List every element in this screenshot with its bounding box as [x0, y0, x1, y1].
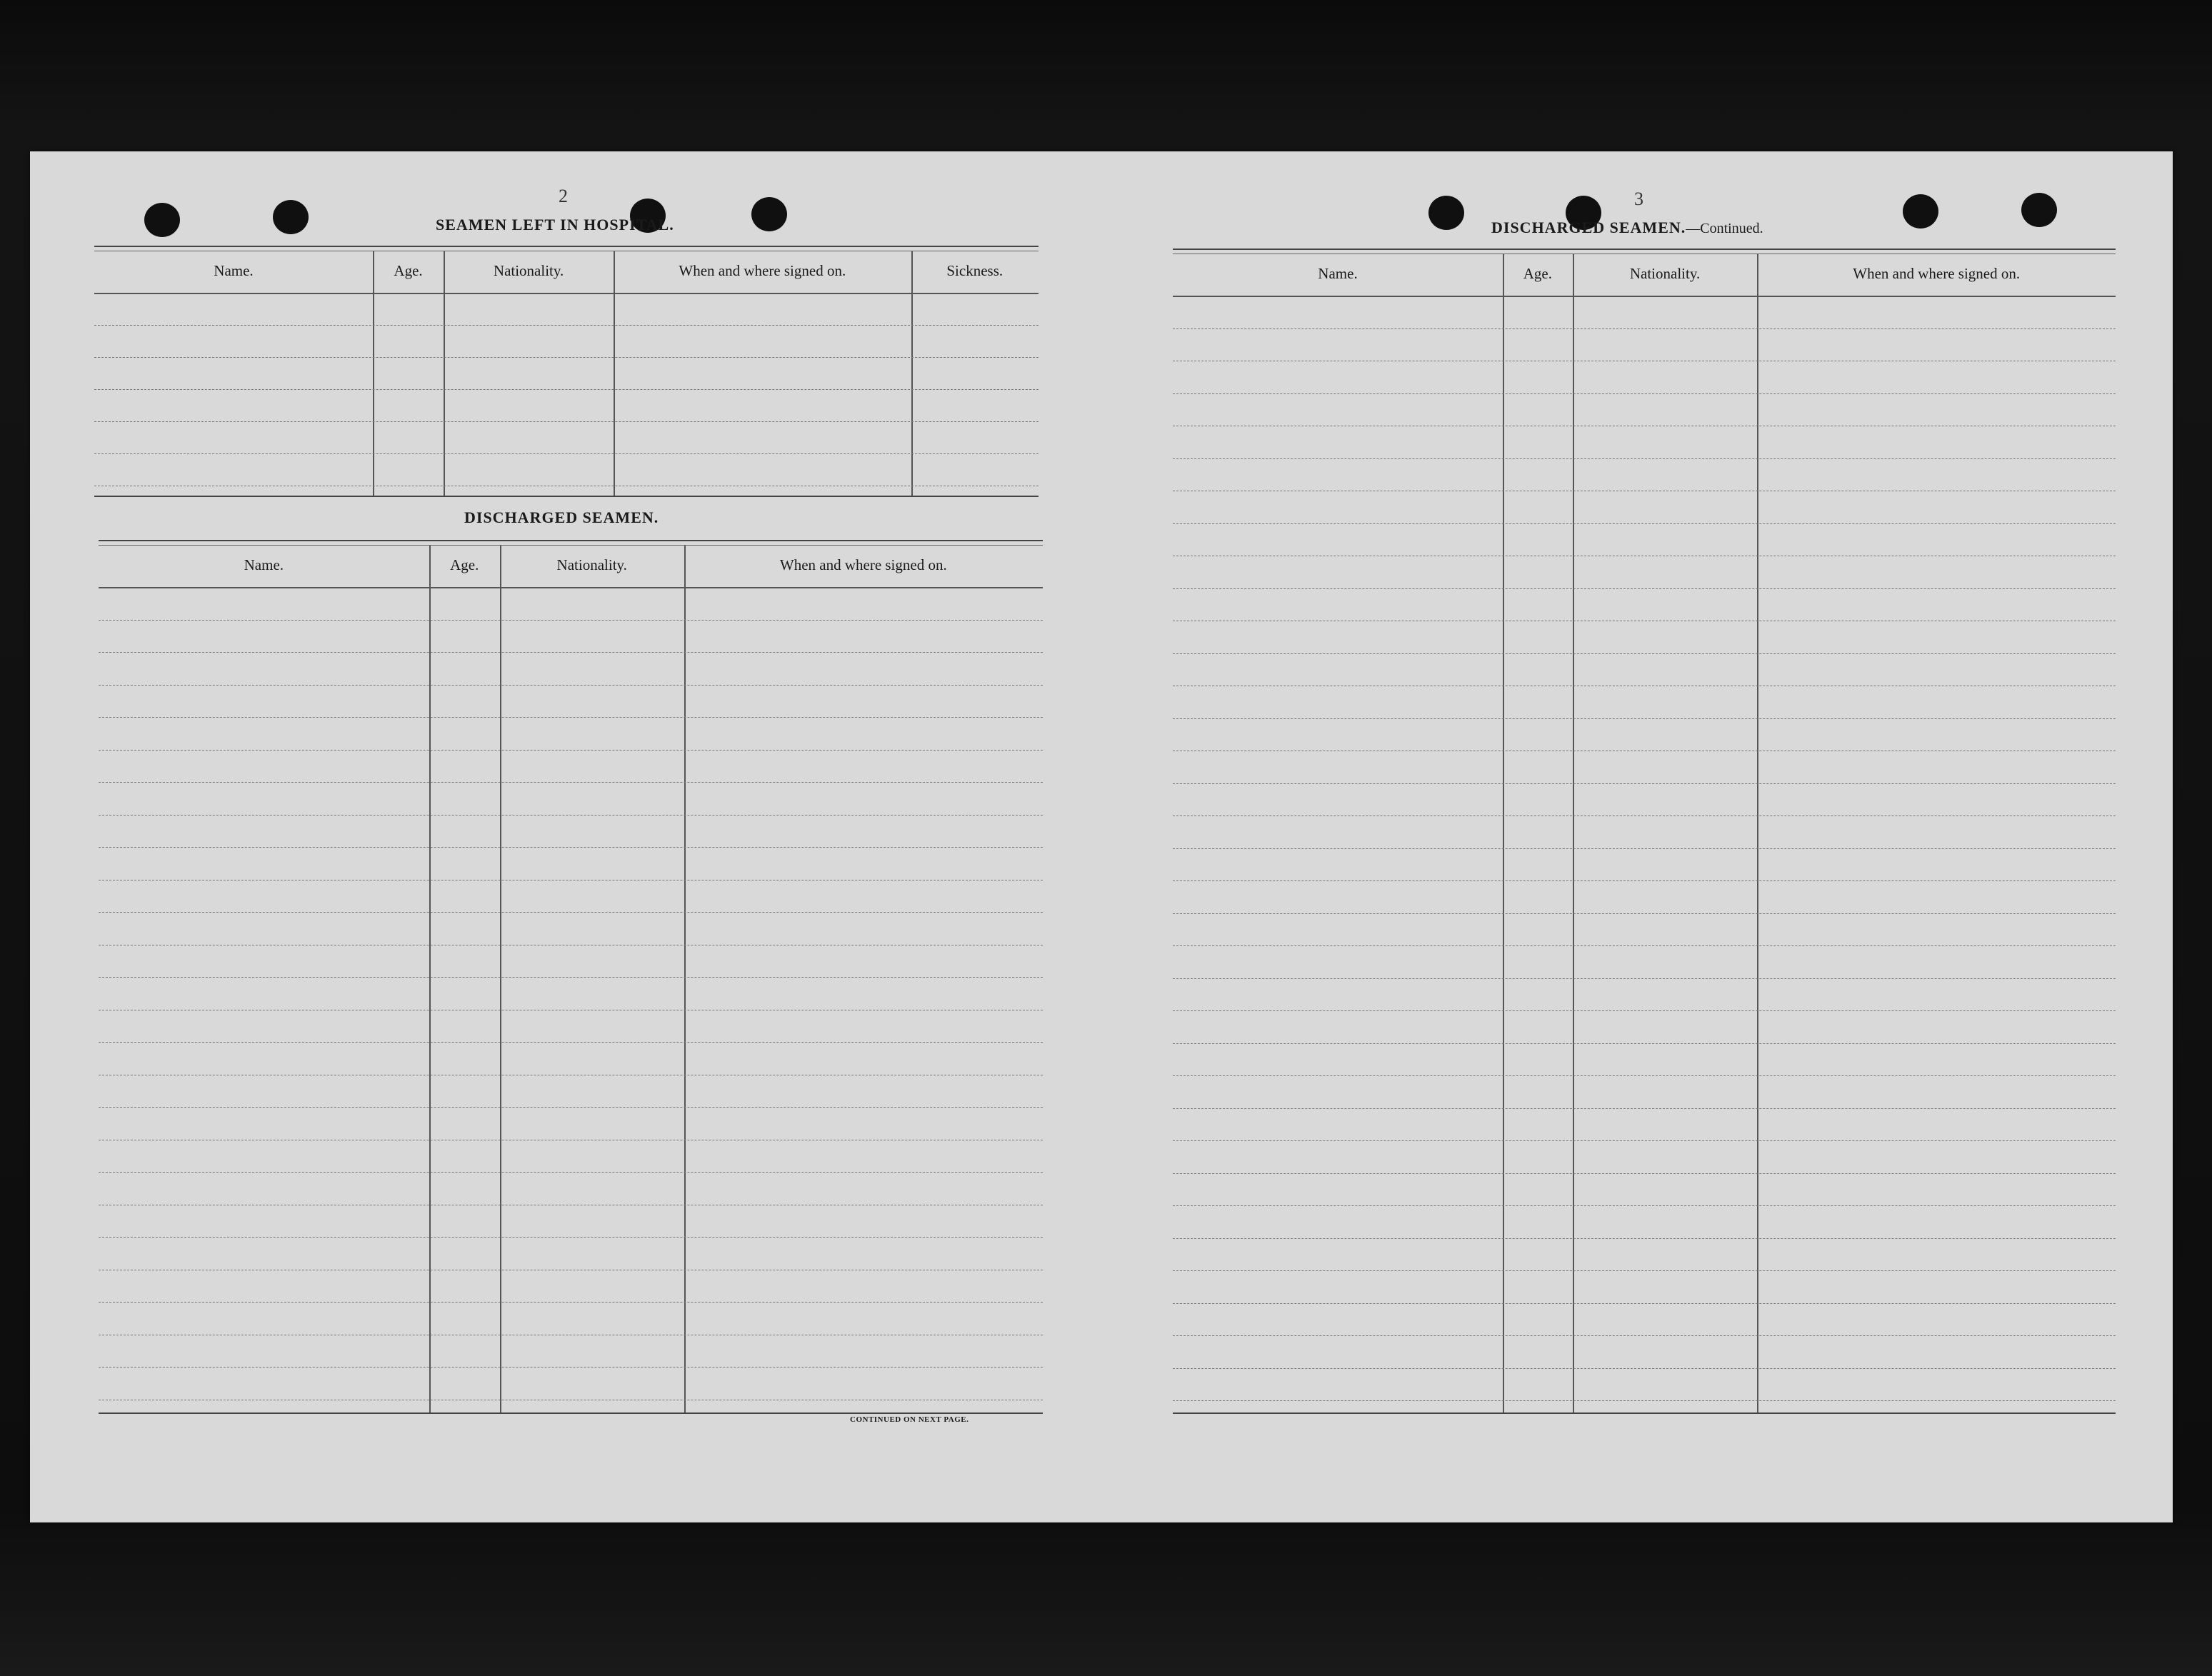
continued-footer: CONTINUED ON NEXT PAGE. — [850, 1415, 969, 1424]
table-row — [1173, 393, 2116, 394]
column-divider — [500, 546, 501, 1412]
table-bottom-rule — [94, 496, 1039, 497]
hospital-table — [94, 246, 1039, 496]
table-row — [1173, 1270, 2116, 1271]
table-row — [99, 1172, 1043, 1173]
table-bottom-rule — [99, 1412, 1043, 1414]
table-row — [99, 1367, 1043, 1368]
column-divider — [1573, 254, 1574, 1412]
page-number-left: 2 — [559, 186, 568, 206]
table-row — [1173, 1010, 2116, 1011]
table-top-rule — [94, 246, 1039, 251]
table-row — [99, 1302, 1043, 1303]
punch-hole — [1903, 194, 1938, 229]
table-row — [1173, 945, 2116, 946]
section-title-suffix: —Continued. — [1686, 221, 1763, 236]
table-row — [99, 977, 1043, 978]
column-header: Sickness. — [946, 262, 1004, 279]
table-row — [1173, 1108, 2116, 1109]
table-row — [99, 1107, 1043, 1108]
column-header: Age. — [394, 262, 423, 279]
column-divider — [614, 251, 615, 496]
column-header: When and where signed on. — [679, 262, 846, 279]
column-divider — [1503, 254, 1504, 1412]
table-row — [1173, 783, 2116, 784]
table-row — [1173, 913, 2116, 914]
table-row — [99, 847, 1043, 848]
table-row — [99, 912, 1043, 913]
column-divider — [429, 546, 431, 1412]
column-header: Nationality. — [1629, 265, 1701, 282]
table-row — [1173, 1303, 2116, 1304]
page-number-right: 3 — [1634, 189, 1643, 209]
table-row — [1173, 1173, 2116, 1174]
column-header: When and where signed on. — [779, 556, 947, 573]
table-row — [1173, 1400, 2116, 1401]
table-top-rule — [1173, 249, 2116, 254]
column-divider — [911, 251, 913, 496]
table-bottom-rule — [1173, 1412, 2116, 1414]
discharged-table-left — [99, 540, 1043, 1412]
column-divider — [444, 251, 445, 496]
header-rule — [99, 587, 1043, 588]
table-row — [99, 782, 1043, 783]
table-row — [1173, 1368, 2116, 1369]
punch-hole — [751, 197, 787, 231]
table-row — [1173, 718, 2116, 719]
table-row — [99, 1042, 1043, 1043]
column-header: Age. — [450, 556, 479, 573]
column-divider — [373, 251, 374, 496]
column-header: Nationality. — [556, 556, 627, 573]
column-header: When and where signed on. — [1853, 265, 2021, 282]
column-header: Name. — [1318, 265, 1358, 282]
header-rule — [1173, 296, 2116, 297]
column-header: Age. — [1523, 265, 1552, 282]
table-row — [99, 717, 1043, 718]
table-row — [99, 750, 1043, 751]
table-row — [1173, 1075, 2116, 1076]
table-row — [99, 652, 1043, 653]
column-header: Name. — [214, 262, 254, 279]
table-row — [1173, 978, 2116, 979]
table-row — [1173, 1140, 2116, 1141]
table-row — [1173, 848, 2116, 849]
table-row — [1173, 653, 2116, 654]
punch-hole — [144, 203, 180, 237]
table-row — [1173, 523, 2116, 524]
table-row — [1173, 1335, 2116, 1336]
section-title-hospital: SEAMEN LEFT IN HOSPITAL. — [436, 216, 674, 234]
column-divider — [1757, 254, 1758, 1412]
table-row — [1173, 1043, 2116, 1044]
table-row — [1173, 1205, 2116, 1206]
punch-hole — [1428, 196, 1464, 230]
table-row — [1173, 880, 2116, 881]
column-header: Name. — [244, 556, 284, 573]
table-top-rule — [99, 540, 1043, 546]
table-row — [94, 357, 1039, 358]
table-row — [1173, 458, 2116, 459]
discharged-table-right — [1173, 249, 2116, 1412]
section-title-text: DISCHARGED SEAMEN. — [1491, 219, 1686, 236]
document-sheet — [30, 151, 2173, 1522]
punch-hole — [2021, 193, 2057, 227]
table-row — [94, 389, 1039, 390]
table-row — [99, 815, 1043, 816]
table-row — [99, 685, 1043, 686]
table-row — [94, 453, 1039, 454]
table-row — [1173, 328, 2116, 329]
column-header: Nationality. — [493, 262, 564, 279]
punch-hole — [273, 200, 309, 234]
table-row — [99, 620, 1043, 621]
column-divider — [684, 546, 686, 1412]
table-row — [1173, 1238, 2116, 1239]
section-title-discharged: DISCHARGED SEAMEN. — [464, 508, 659, 526]
section-title-discharged-continued — [1491, 219, 1763, 237]
table-row — [99, 1237, 1043, 1238]
table-row — [1173, 588, 2116, 589]
table-row — [94, 325, 1039, 326]
table-row — [94, 421, 1039, 422]
header-rule — [94, 293, 1039, 294]
